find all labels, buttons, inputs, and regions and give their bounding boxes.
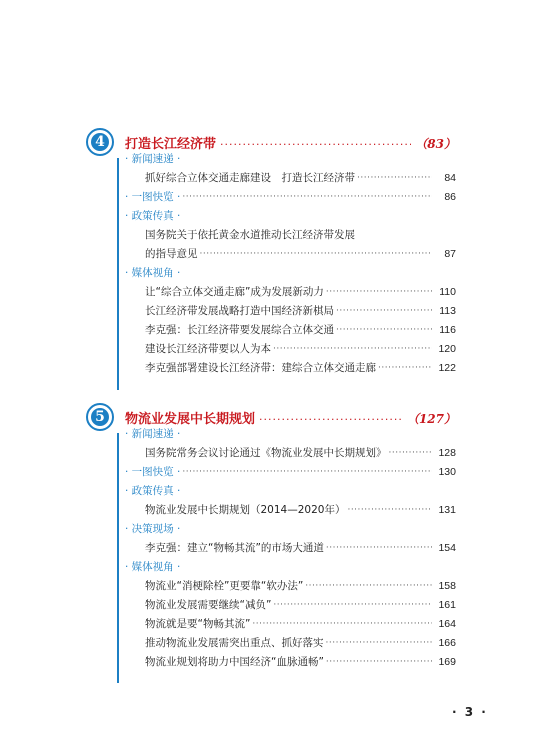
toc-entry[interactable] [125, 188, 456, 207]
entry-page: 154 [438, 542, 456, 554]
entry-title: 建设长江经济带要以人为本 [145, 343, 271, 355]
leader-dots [347, 501, 432, 520]
section-number-badge [86, 128, 114, 156]
leader-dots [273, 340, 432, 359]
entry-title: · 一图快览 · [125, 466, 181, 478]
entry-page: 131 [438, 504, 456, 516]
section-divider-line [117, 433, 119, 683]
section-page: （83） [415, 137, 456, 151]
entry-page: 164 [438, 618, 456, 630]
leader-dots [326, 634, 433, 653]
toc-entry[interactable] [125, 615, 456, 634]
entry-title: 李克强：长江经济带要发展综合立体交通 [145, 324, 334, 336]
leader-dots [200, 245, 433, 264]
toc-entry[interactable] [125, 283, 456, 302]
entry-title: 物流就是要“物畅其流” [145, 618, 251, 630]
toc-entry[interactable] [125, 577, 456, 596]
leader-dots [252, 615, 432, 634]
toc-entry[interactable] [125, 340, 456, 359]
entry-title: 抓好综合立体交通走廊建设 打造长江经济带 [145, 172, 355, 184]
toc-section-5 [86, 403, 456, 668]
entry-title: · 一图快览 · [125, 191, 181, 203]
entry-page: 158 [438, 580, 456, 592]
toc-entry[interactable] [125, 634, 456, 653]
section-title: 物流业发展中长期规划 [125, 412, 256, 427]
entry-page: 166 [438, 637, 456, 649]
toc-entry[interactable] [125, 321, 456, 340]
section-divider-line [117, 158, 119, 390]
leader-dots [182, 463, 432, 482]
section-number: 4 [91, 133, 109, 151]
entry-title: 李克强：建立“物畅其流”的市场大通道 [145, 542, 324, 554]
entry-title: 长江经济带发展战略打造中国经济新棋局 [145, 305, 334, 317]
toc-entry[interactable] [125, 245, 456, 264]
section-number-badge [86, 403, 114, 431]
entry-title: 国务院关于依托黄金水道推动长江经济带发展 [145, 229, 355, 241]
toc-entry[interactable] [125, 302, 456, 321]
leader-dots [357, 169, 432, 188]
category-label: · 决策现场 · [125, 523, 181, 535]
entry-page: 110 [439, 286, 456, 298]
entry-page: 84 [444, 172, 456, 184]
section-entries [125, 425, 456, 672]
toc-entry[interactable] [125, 463, 456, 482]
category-label: · 媒体视角 · [125, 561, 181, 573]
toc-entry[interactable] [125, 501, 456, 520]
section-number: 5 [91, 408, 109, 426]
category-label: · 媒体视角 · [125, 267, 181, 279]
entry-page: 169 [438, 656, 456, 668]
leader-dots [182, 188, 432, 207]
entry-title: 物流业“消梗除栓”更要靠“软办法” [145, 580, 304, 592]
category-label: · 政策传真 · [125, 210, 181, 222]
leader-dots [305, 577, 432, 596]
category-label: · 新闻速递 · [125, 428, 181, 440]
toc-entry[interactable] [125, 539, 456, 558]
toc-entry[interactable] [125, 596, 456, 615]
entry-page: 116 [439, 324, 456, 336]
page-number: · 3 · [452, 705, 488, 719]
category-label: · 政策传真 · [125, 485, 181, 497]
entry-page: 161 [438, 599, 456, 611]
category-label: · 新闻速递 · [125, 153, 181, 165]
toc-entry[interactable] [125, 653, 456, 672]
entry-title: 的指导意见 [145, 248, 198, 260]
leader-dots [378, 359, 432, 378]
leader-dots [336, 302, 432, 321]
toc-section-4 [86, 128, 456, 374]
entry-title: 推动物流业发展需突出重点、抓好落实 [145, 637, 324, 649]
toc-entry[interactable] [125, 169, 456, 188]
entry-page: 128 [438, 447, 456, 459]
leader-dots [326, 653, 432, 672]
toc-entry[interactable] [125, 359, 456, 378]
entry-page: 87 [444, 248, 456, 260]
section-title: 打造长江经济带 [125, 137, 217, 152]
entry-title: 物流业规划将助力中国经济“血脉通畅” [145, 656, 324, 668]
leader-dots [326, 283, 432, 302]
leader-dots [273, 596, 432, 615]
section-entries [125, 150, 456, 378]
entry-title: 让“综合立体交通走廊”成为发展新动力 [145, 286, 324, 298]
entry-page: 113 [439, 305, 456, 317]
entry-title: 李克强部署建设长江经济带：建综合立体交通走廊 [145, 362, 376, 374]
entry-page: 120 [438, 343, 456, 355]
leader-dots [326, 539, 432, 558]
entry-title: 物流业发展中长期规划（2014—2020年） [145, 504, 346, 516]
entry-title: 国务院常务会议讨论通过《物流业发展中长期规划》 [145, 447, 387, 459]
entry-page: 122 [438, 362, 456, 374]
toc-entry[interactable] [125, 444, 456, 463]
entry-page: 130 [438, 466, 456, 478]
section-page: （127） [406, 412, 456, 426]
leader-dots [389, 444, 433, 463]
toc-entry[interactable] [125, 226, 456, 245]
leader-dots [336, 321, 432, 340]
entry-page: 86 [444, 191, 456, 203]
entry-title: 物流业发展需要继续“减负” [145, 599, 272, 611]
